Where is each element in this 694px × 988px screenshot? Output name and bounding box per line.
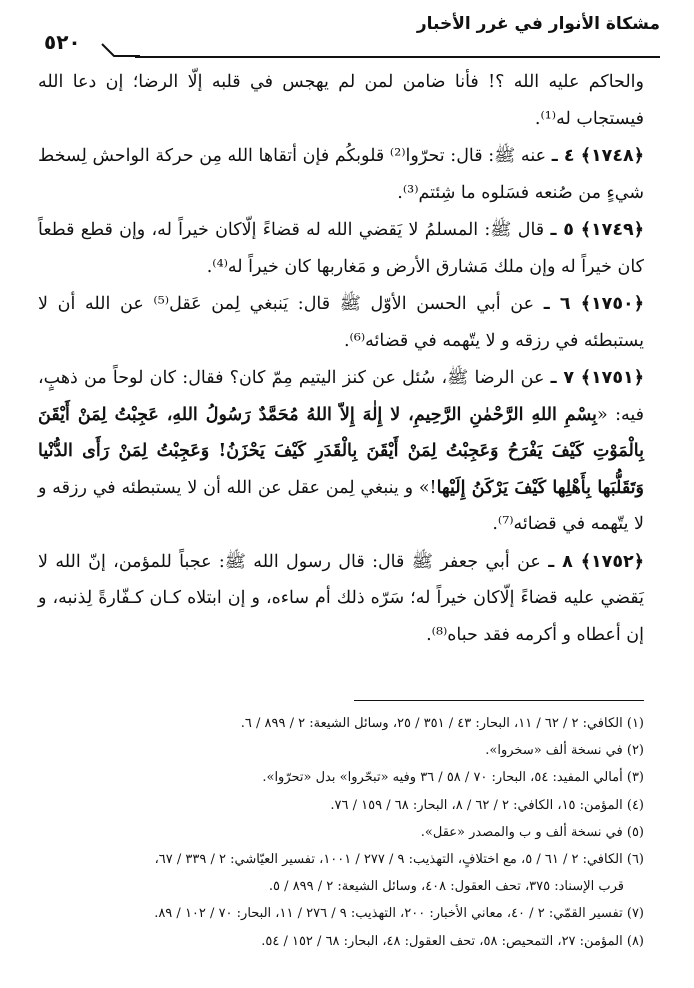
paragraph-text: والحاكم عليه الله ؟! فأنا ضامن لمن لم يهجس في قلبه إلّا الرضا؛ إن دعا الله فيستجاب له⁽¹⁾. [38,72,644,129]
footnote-5: (٥) في نسخة ألف و ب والمصدر «عقل». [420,824,644,840]
footnote-2: (٢) في نسخة ألف «سخروا». [485,743,644,759]
running-header [38,12,660,52]
hadith-number: ﴿١٧٥٠﴾ ٦ ـ [543,294,644,314]
hadith-number: ﴿١٧٤٨﴾ ٤ ـ [551,146,644,166]
footnote-3: (٣) أمالي المفيد: ٥٤، البحار: ٧٠ / ٥٨ / ٣٦ وفيه «تبحّروا» بدل «تحرّوا». [262,770,644,786]
footnote-6: (٦) الكافي: ٢ / ٦١ / ٥، مع اختلافٍ، التهذيب: ٩ / ٢٧٧ / ١٠٠١، تفسير العيّاشي: ٢ / ٣٣٩ / ٦٧، [154,852,644,868]
header-rule [135,56,660,58]
vocalized-hadith-text: بِسْمِ اللهِ الرَّحْمٰنِ الرَّحِيمِ، لا إِلٰهَ إِلاّ اللهُ مُحَمَّدٌ رَسُولُ اللهِ، عَجِبْتُ لِمَنْ أَيْقَنَ بِالْمَوْتِ كَيْفَ يَفْرَحُ وَعَجِبْتُ لِمَنْ أَيْقَنَ بِالْقَدَرِ كَيْفَ يَحْزَنُ! وَعَجِبْتُ لِمَنْ رَأَى الدُّنْيا وَتَقَلُّبَها بِأَهْلِها كَيْفَ يَرْكَنُ إِلَيْها [38,404,644,498]
paragraph-text: عن الرضا ﷺ، سُئل عن كنز اليتيم مِمّ كان؟ فقال: كان لوحاً من ذهبٍ، فيه: « [38,368,645,425]
paragraph-text: عنه ﷺ: قال: تحرّوا⁽²⁾ قلوبكُم فإن أتقاها الله مِن حركة الواحش لِسخط شيءٍ من صُنعه فسَلوه ما شِئتم⁽³⁾. [38,146,644,203]
paragraph-text: !» و ينبغي لِمن عقل عن الله أن لا يستبطئه في رزقه و لا يتّهمه في قضائه⁽⁷⁾. [38,477,644,534]
footnote-6-continued: قرب الإسناد: ٣٧٥، تحف العقول: ٤٠٨، وسائل الشيعة: ٢ / ٨٩٩ / ٥. [268,879,624,895]
footnote-4: (٤) المؤمن: ١٥، الكافي: ٢ / ٦٢ / ٨، البحار: ٦٨ / ١٥٩ / ٧٦. [330,797,644,813]
hadith-number: ﴿١٧٥٢﴾ ٨ ـ [548,551,644,572]
book-title: مشكاة الأنوار في غرر الأخبار [416,14,660,34]
header-rule-hook [100,42,142,58]
hadith-1751 [38,360,644,543]
paragraph-text: عن أبي جعفر ﷺ قال: قال رسول الله ﷺ: عجباً للمؤمن، إنّ الله لا يَقضي عليه قضاءً إلّاكان خيراً له؛ سَرّه ذلك أم ساءه، و إن ابتلاه كـان كـفّارةً لِذنبه، و إن أعطاه و أكرمه فقد حباه⁽⁸⁾. [38,551,644,645]
hadith-number: ﴿١٧٤٩﴾ ٥ ـ [550,220,644,240]
paragraph-text: قال ﷺ: المسلمُ لا يَقضي الله له قضاءً إلّاكان خيراً له، وإن قطع قطعاً كان خيراً له وإن ملك مَشارق الأرض و مَغاربها كان خيراً له⁽⁴⁾. [38,220,644,277]
paragraph-text: عن أبي الحسن الأوّل ﷺ قال: يَنبغي لِمن عَقل⁽⁵⁾ عن الله أن لا يستبطئه في رزقه و لا يتّهمه في قضائه⁽⁶⁾. [38,294,644,351]
page-number: ٥٢٠ [44,30,81,54]
footnote-8: (٨) المؤمن: ٢٧، التمحيص: ٥٨، تحف العقول: ٤٨، البحار: ٦٨ / ١٥٢ / ٥٤. [261,933,644,949]
hadith-number: ﴿١٧٥١﴾ ٧ ـ [550,368,644,388]
hadith-1750 [38,286,644,359]
footnotes [34,710,644,955]
footnote-1: (١) الكافي: ٢ / ٦٢ / ١١، البحار: ٤٣ / ٣٥١ / ٢٥، وسائل الشيعة: ٢ / ٨٩٩ / ٦. [240,716,644,731]
footnote-7: (٧) تفسير القمّي: ٢ / ٤٠، معاني الأخبار: ٢٠٠، التهذيب: ٩ / ٢٧٦ / ١١، البحار: ٧٠ / ١٠٢ / ٨٩. [154,906,644,922]
hadith-1749 [38,212,644,285]
hadith-1752 [38,544,644,654]
main-text [38,64,644,653]
hadith-1748 [38,138,644,211]
paragraph-continuation [38,64,644,137]
footnote-separator [354,700,644,701]
